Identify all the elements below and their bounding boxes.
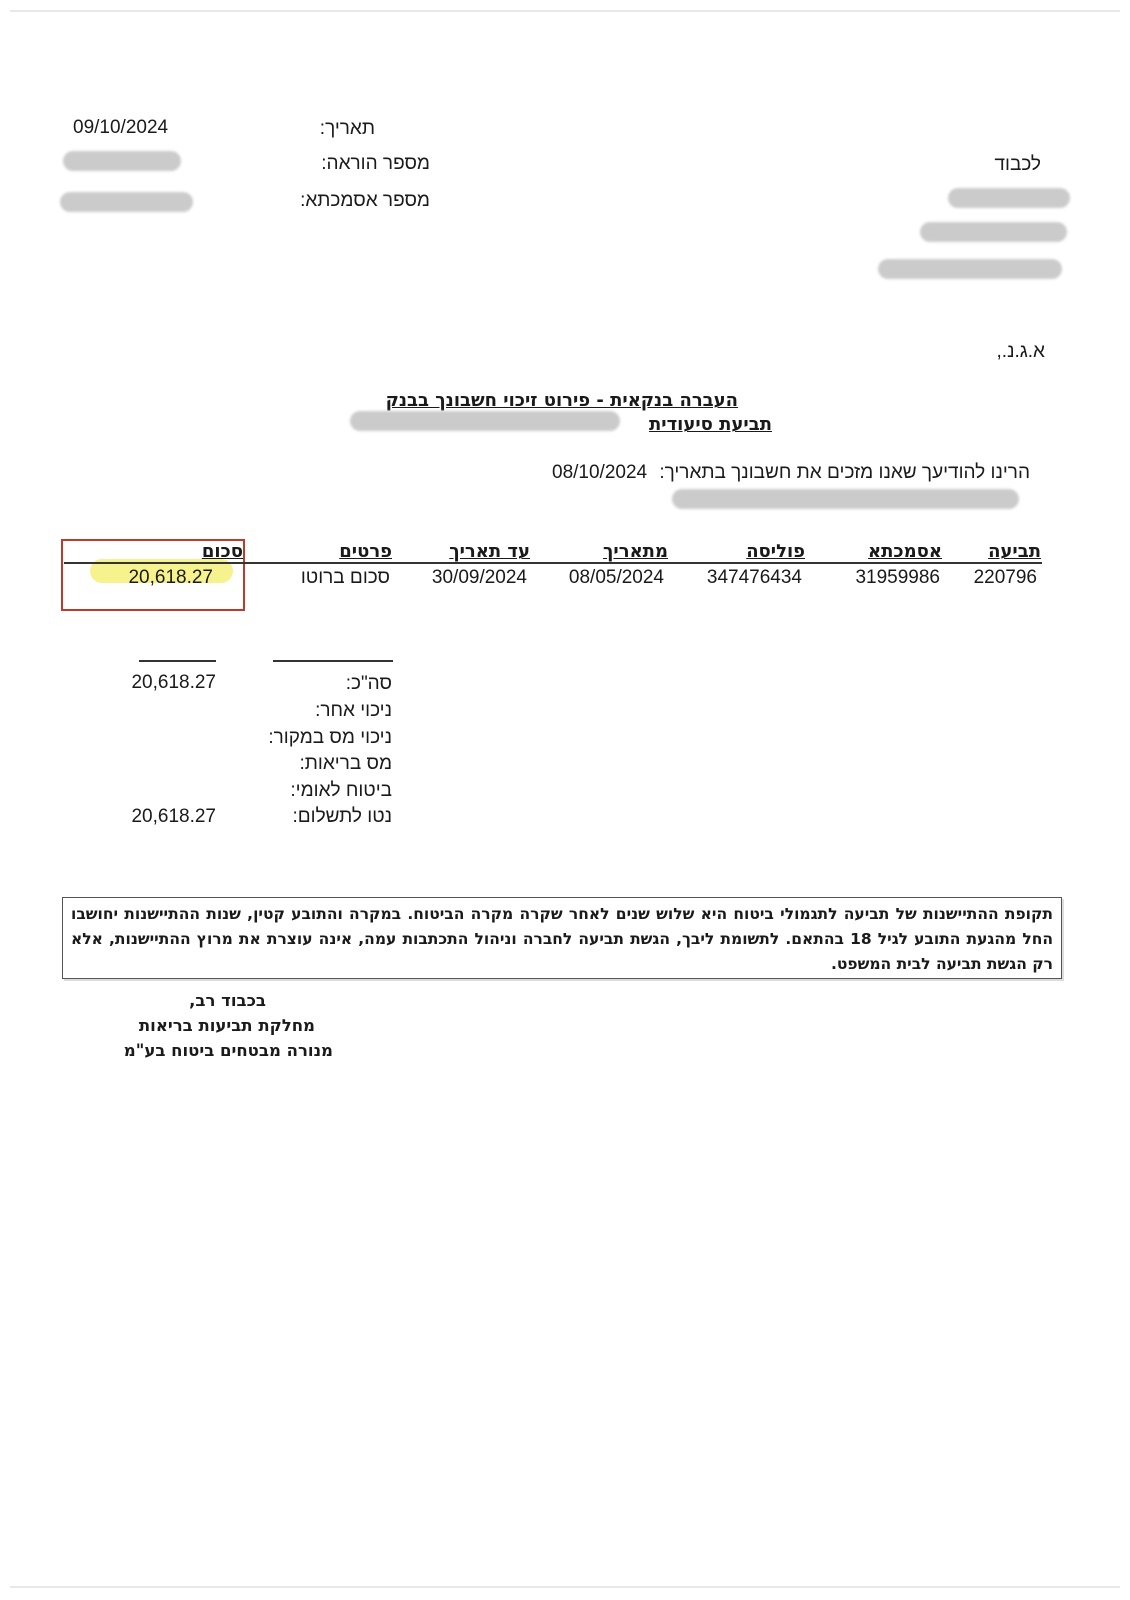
signature-closing: בכבוד רב, — [189, 991, 266, 1010]
col-header-reference: אסמכתא — [868, 541, 942, 562]
cell-to-date: 30/09/2024 — [431, 567, 527, 588]
summary-national-insurance-label: ביטוח לאומי: — [290, 780, 392, 801]
redacted-instruction-number — [63, 151, 181, 171]
cell-claim: 220796 — [973, 567, 1037, 588]
redacted-recipient-name — [948, 188, 1070, 208]
summary-total-value: 20,618.27 — [131, 672, 216, 693]
summary-health-tax-label: מס בריאות: — [299, 753, 392, 774]
col-header-amount: סכום — [201, 541, 243, 562]
redacted-recipient-address — [920, 222, 1067, 242]
date-value: 09/10/2024 — [73, 117, 169, 138]
summary-net-value: 20,618.27 — [131, 806, 216, 827]
reference-number-label: מספר אסמכתא: — [300, 190, 430, 211]
summary-other-deduction-label: ניכוי אחר: — [315, 700, 392, 721]
sub-title: תביעת סיעודית — [648, 414, 772, 435]
summary-label-rule — [273, 660, 393, 662]
redacted-insured-name — [350, 411, 620, 431]
col-header-to-date: עד תאריך — [449, 541, 530, 562]
intro-text: הרינו להודיעך שאנו מזכים את חשבונך בתאריך: — [659, 462, 1030, 483]
cell-reference: 31959986 — [855, 567, 940, 588]
signature-company: מנורה מבטחים ביטוח בע"מ — [123, 1041, 333, 1060]
col-header-details: פרטים — [339, 541, 392, 562]
date-label: תאריך: — [319, 118, 375, 139]
col-header-policy: פוליסה — [746, 541, 805, 562]
cell-details: סכום ברוטו — [300, 567, 390, 588]
redacted-reference-number — [60, 192, 193, 212]
main-title: העברה בנקאית - פירוט זיכוי חשבונך בבנק — [385, 390, 738, 411]
bottom-edge-line — [10, 1586, 1120, 1588]
intro-date: 08/10/2024 — [552, 462, 648, 483]
col-header-claim: תביעה — [988, 541, 1041, 562]
summary-net-label: נטו לתשלום: — [292, 806, 392, 827]
cell-policy: 347476434 — [706, 567, 802, 588]
cell-from-date: 08/05/2024 — [568, 567, 664, 588]
limitation-notice-text: תקופת ההתיישנות של תביעה לתגמולי ביטוח היא שלוש שנים לאחר שקרה מקרה הביטוח. במקרה והתובע קטין, שנות ההתיישנות יחושבו החל מהגעת התובע לגיל 18 בהתאם. לתשומת ליבך, הגשת תביעה לחברה וניהול התכתבות עמה, אינה עוצרת את מרוץ ההתיישנות, אלא רק הגשת תביעה לבית המשפט. — [71, 905, 1053, 973]
greeting: א.ג.נ., — [996, 341, 1045, 362]
redacted-recipient-city — [878, 259, 1062, 279]
limitation-notice-box — [62, 897, 1062, 979]
redacted-bank-account — [672, 489, 1019, 509]
signature-department: מחלקת תביעות בריאות — [138, 1016, 315, 1035]
top-edge-line — [10, 10, 1120, 12]
col-header-from-date: מתאריך — [603, 541, 668, 562]
summary-total-label: סה"כ: — [345, 673, 392, 694]
table-header-rule — [64, 562, 1042, 564]
summary-tax-deduction-label: ניכוי מס במקור: — [268, 727, 392, 748]
cell-amount: 20,618.27 — [128, 567, 213, 588]
summary-amount-rule — [139, 660, 216, 662]
instruction-number-label: מספר הוראה: — [321, 153, 430, 174]
recipient-label: לכבוד — [994, 154, 1041, 175]
